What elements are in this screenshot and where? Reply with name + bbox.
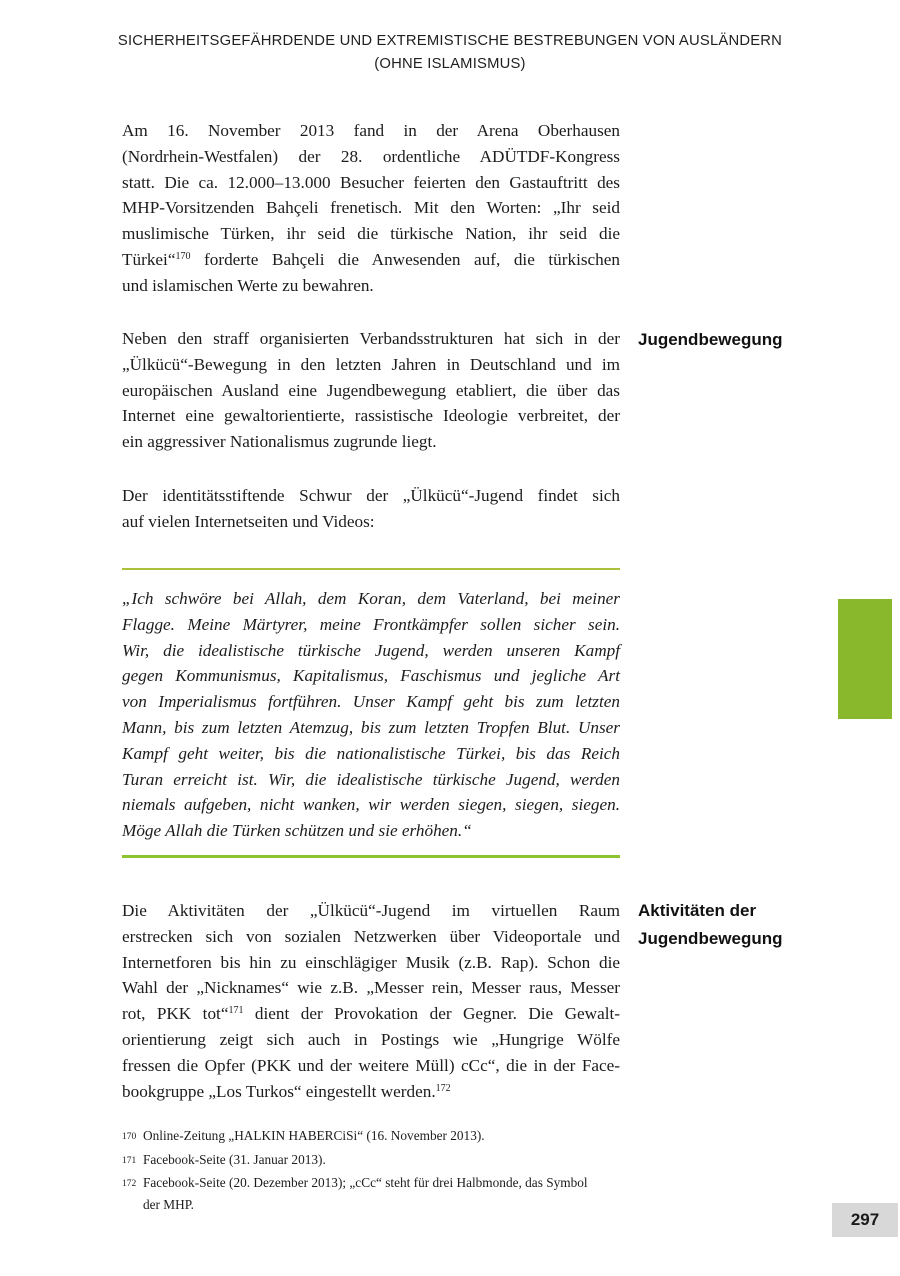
text-line: Die Aktivitäten der „Ülkücü“-Jugend im virtuellen Raum xyxy=(122,901,620,920)
footnote-172 xyxy=(122,1172,642,1215)
text-line: „Ülkücü“-Bewegung in den letzten Jahren in Deutschland und im xyxy=(122,354,620,374)
quote-separator-bottom xyxy=(122,855,620,858)
page-header-title-line1: SICHERHEITSGEFÄHRDENDE UND EXTREMISTISCHE BESTREBUNGEN VON AUSLÄNDERN xyxy=(117,33,783,49)
page-header-title-line2: (OHNE ISLAMISMUS) xyxy=(374,56,526,72)
text-line: Facebook-Seite (31. Januar 2013). xyxy=(143,1151,326,1167)
text-line: bookgruppe „Los Turkos“ eingestellt werden.$^{172}$ xyxy=(122,1081,451,1101)
text-line: Online-Zeitung „HALKIN HABERCiSi“ (16. November 2013). xyxy=(143,1128,485,1143)
text-line: (Nordrhein-Westfalen) der 28. ordentliche ADÜTDF-Kongress xyxy=(122,146,620,166)
margin-note-aktivitaeten xyxy=(638,897,888,952)
text-line: Neben den straff organisierten Verbandsstrukturen hat sich in der xyxy=(122,329,620,348)
text-line: Internet eine gewaltorientierte, rassistische Ideologie verbreitet, der xyxy=(122,406,620,426)
text-line: Aktivitäten der xyxy=(638,901,757,920)
chapter-color-tab xyxy=(838,599,892,719)
text-line: von Imperialismus fortführen. Unser Kampf geht bis zum letzten xyxy=(122,692,620,712)
text-line: rot, PKK tot“$^{171}$ dient der Provokation der Gegner. Die Gewalt- xyxy=(122,1004,620,1024)
footnote-marker: 171 xyxy=(122,1155,137,1166)
text-line: „Ich schwöre bei Allah, dem Koran, dem Vaterland, bei meiner xyxy=(122,589,620,608)
text-line: Möge Allah die Türken schützen und sie erhöhen.“ xyxy=(122,821,472,841)
footnote-text xyxy=(143,1125,642,1147)
text-line: Wir, die idealistische türkische Jugend, werden unseren Kampf xyxy=(122,640,620,660)
text-line: und islamischen Werte zu bewahren. xyxy=(122,275,374,295)
footnote-170 xyxy=(122,1125,642,1149)
footnote-marker: 170 xyxy=(122,1132,137,1142)
page-number-box xyxy=(832,1203,898,1237)
paragraph-adutdf-kongress xyxy=(122,118,620,299)
text-line: niemals aufgeben, nicht wanken, wir werden siegen, siegen, siegen. xyxy=(122,795,620,815)
text-line: erstrecken sich von sozialen Netzwerken über Videoportale und xyxy=(122,926,620,946)
text-line: europäischen Ausland eine Jugendbewegung etabliert, die über das xyxy=(122,380,620,400)
text-line: Turan erreicht ist. Wir, die idealistische türkische Jugend, werden xyxy=(122,769,620,789)
text-line: der MHP. xyxy=(143,1196,194,1212)
text-line: Wahl der „Nicknames“ wie z.B. „Messer rein, Messer raus, Messer xyxy=(122,978,620,998)
blockquote-schwur xyxy=(122,586,620,844)
text-line: fressen die Opfer (PKK und der weitere Müll) cCc“, die in der Face- xyxy=(122,1055,620,1075)
footnote-marker: 172 xyxy=(122,1179,137,1189)
footnote-text xyxy=(143,1149,642,1171)
footnote-text xyxy=(143,1172,642,1215)
text-line: Türkei“$^{170}$ forderte Bahçeli die Anwesenden auf, die türkischen xyxy=(122,249,620,269)
page-number: 297 xyxy=(850,1210,880,1229)
text-line: Der identitätsstiftende Schwur der „Ülkücü“-Jugend findet sich xyxy=(122,486,620,505)
text-line: muslimische Türken, ihr seid die türkische Nation, ihr seid die xyxy=(122,224,620,244)
footnotes-block xyxy=(122,1125,642,1215)
text-line: Flagge. Meine Märtyrer, meine Frontkämpfer sollen sicher sein. xyxy=(122,614,620,634)
text-line: orientierung zeigt sich auch in Postings wie „Hungrige Wölfe xyxy=(122,1029,620,1049)
paragraph-schwur-intro xyxy=(122,483,620,535)
text-line: Am 16. November 2013 fand in der Arena Oberhausen xyxy=(122,121,620,140)
text-line: ein aggressiver Nationalismus zugrunde liegt. xyxy=(122,432,437,452)
paragraph-jugendbewegung xyxy=(122,326,620,455)
page-header xyxy=(0,30,900,76)
text-line: Jugendbewegung xyxy=(638,928,783,948)
text-line: Internetforen bis hin zu einschlägiger Musik (z.B. Rap). Schon die xyxy=(122,952,620,972)
text-line: gegen Kommunismus, Kapitalismus, Faschismus und jegliche Art xyxy=(122,666,620,686)
text-line: statt. Die ca. 12.000–13.000 Besucher feierten den Gastauftritt des xyxy=(122,172,620,192)
text-line: Mann, bis zum letzten Atemzug, bis zum letzten Tropfen Blut. Unser xyxy=(122,717,620,737)
text-line: Kampf geht weiter, bis die nationalistische Türkei, bis das Reich xyxy=(122,743,620,763)
text-line: Facebook-Seite (20. Dezember 2013); „cCc“ steht für drei Halbmonde, das Symbol xyxy=(143,1175,588,1190)
text-line: Jugendbewegung xyxy=(638,330,783,349)
paragraph-aktivitaeten xyxy=(122,898,620,1104)
quote-separator-top xyxy=(122,568,620,570)
footnote-171 xyxy=(122,1149,642,1173)
text-line: auf vielen Internetseiten und Videos: xyxy=(122,511,375,531)
margin-note-jugendbewegung xyxy=(638,326,888,354)
text-line: MHP-Vorsitzenden Bahçeli frenetisch. Mit den Worten: „Ihr seid xyxy=(122,198,620,218)
